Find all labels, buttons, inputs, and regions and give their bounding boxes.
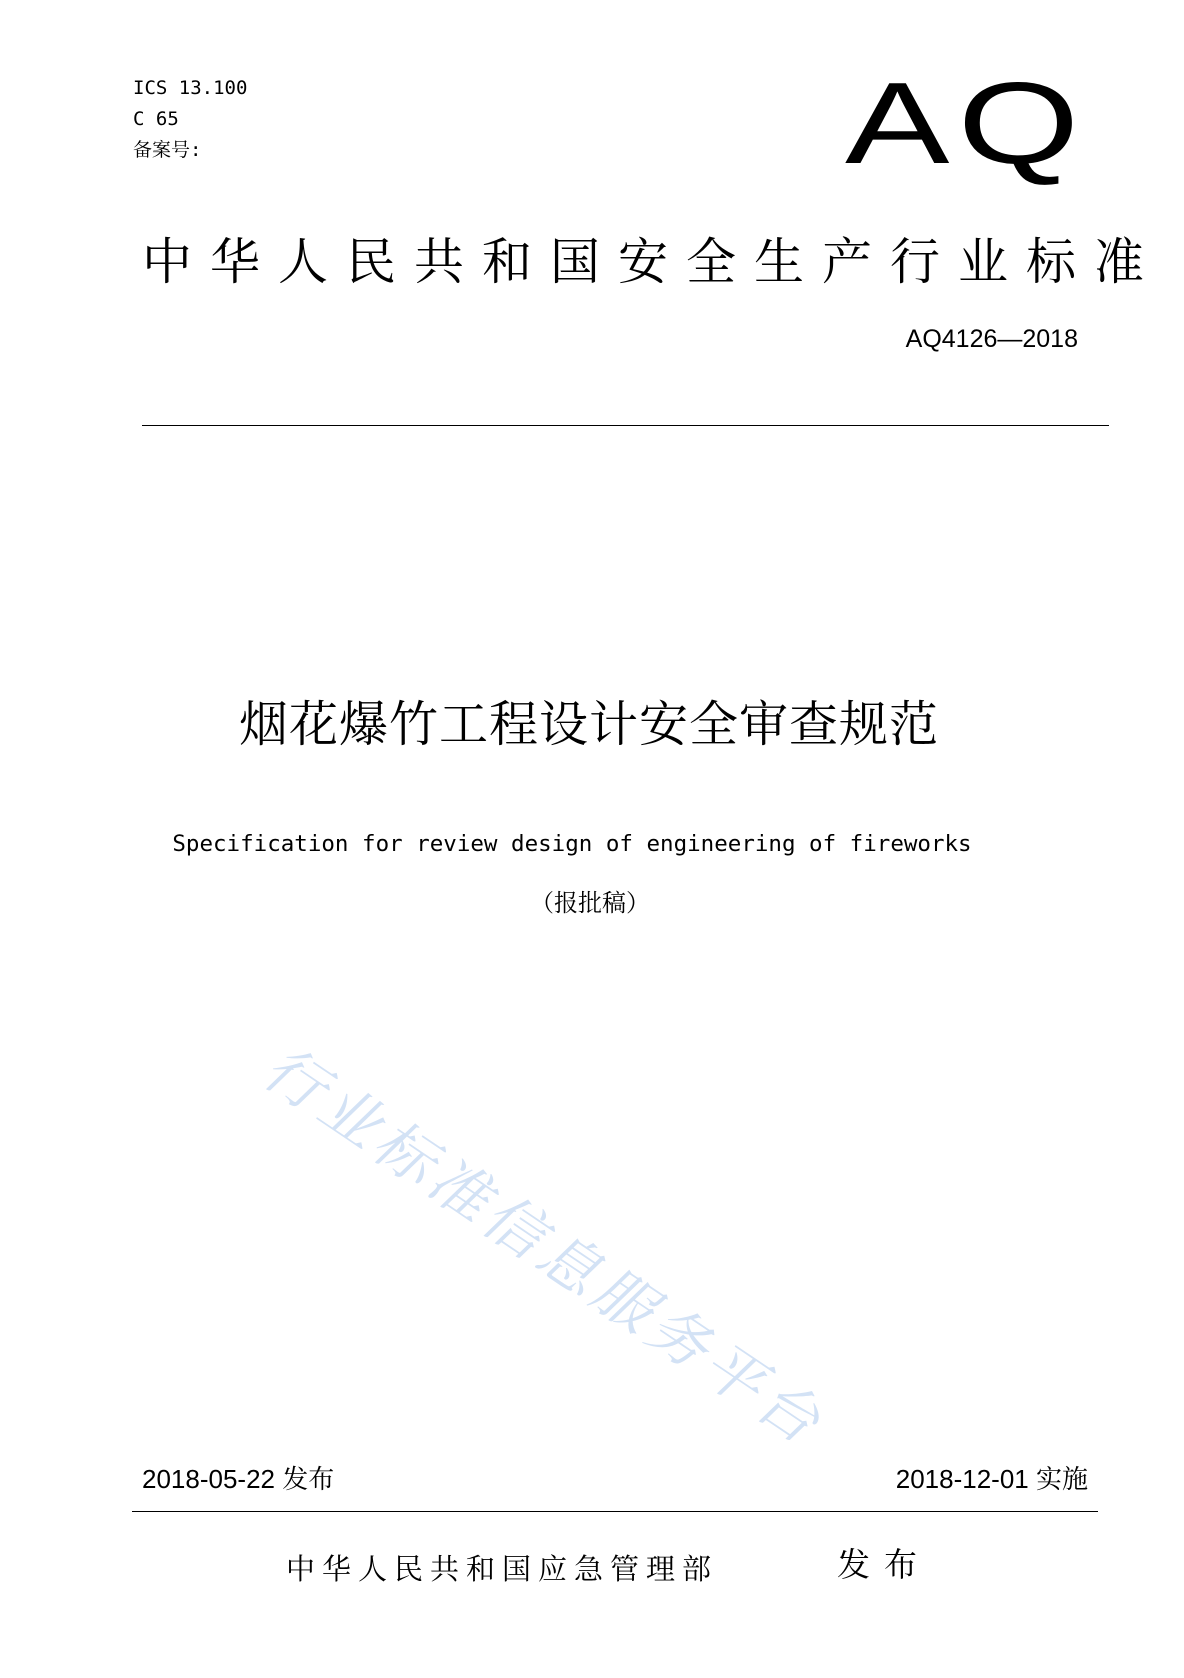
standard-number: AQ4126—2018 [905,325,1078,353]
document-title: 烟花爆竹工程设计安全审查规范 [238,696,939,753]
publish-label: 发布 [837,1545,931,1584]
standard-category-title: 中华人民共和国安全生产行业标准 [142,233,1162,291]
ics-code: ICS 13.100 [133,77,248,99]
watermark: 行业标准信息服务平台 [248,1040,848,1459]
effective-date: 2018-12-01 实施 [895,1464,1088,1494]
aq-logo: AQ [845,58,1088,188]
document-english-title: Specification for review design of engineering of fireworks [172,831,972,857]
draft-status: （报批稿） [530,889,650,917]
issue-date: 2018-05-22 发布 [142,1464,335,1494]
footer-divider [132,1511,1098,1512]
issuing-authority: 中华人民共和国应急管理部 [286,1552,719,1586]
filing-number-label: 备案号: [133,139,202,161]
ccs-code: C 65 [133,108,179,130]
header-divider [142,425,1109,426]
